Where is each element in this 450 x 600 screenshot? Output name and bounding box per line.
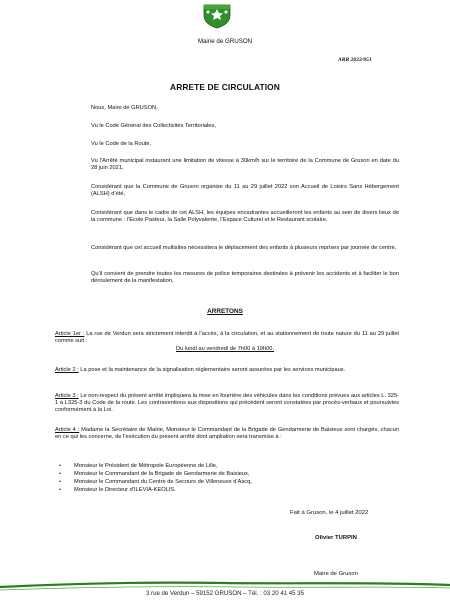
article-2-text: La pose et la maintenance de la signalisation réglementaire seront assurées par les services municipaux.: [78, 367, 346, 373]
article-4-label: Article 4 :: [55, 427, 80, 433]
preamble-mayor: Nous, Maire de GRUSON,: [91, 105, 158, 111]
list-item: • Monsieur le Commandant de la Brigade de Gendarmerie de Baisieux,: [55, 471, 399, 479]
list-item: • Monsieur le Commandant du Centre de Secours de Villeneuve d’Ascq,: [55, 479, 399, 487]
article-3-text: Le non-respect du présent arrêté impliquera la mise en fourrière des véhicules dans les conditions prévues aux articles L. 325-1 à L325-3 du Code de la route. Les contraventions aux dispositions qui précèdent seront constatées par procès-verbaux et poursuivies conformément à la Loi.: [55, 393, 399, 414]
article-3: [55, 393, 399, 415]
article-4: [55, 427, 399, 441]
mayor-office-heading: Mairie de GRUSON: [197, 38, 253, 45]
footer-address: 3 rue de Verdun – 59152 GRUSON – Tél. : 03 20 41 45 35: [145, 590, 305, 597]
preamble-code-collectivites: Vu le Code Général des Collectivités Territoriales,: [91, 123, 216, 129]
article-2: [55, 367, 399, 374]
document-title: ARRETE DE CIRCULATION: [170, 82, 280, 92]
signature-place-date: Fait à Gruson, le 4 juillet 2022: [290, 510, 369, 516]
article-2-label: Article 2 :: [55, 367, 79, 373]
preamble-code-route: Vu le Code de la Route,: [91, 141, 152, 147]
arretons-heading: ARRETONS: [207, 308, 243, 315]
preamble-police-measures: Qu’il convient de prendre toutes les mesures de police temporaires destinées à prévenir les accidents et à faciliter le bon déroulement de la manifestation,: [91, 271, 399, 285]
decree-reference: ARR 2022/051: [338, 57, 372, 63]
gruson-coat-of-arms-logo: [201, 3, 233, 29]
article-3-label: Article 3 :: [55, 393, 79, 399]
preamble-speed-limit: Vu l’Arrêté municipal instaurant une limitation de vitesse à 30km/h sur le territoire de la Commune de Gruson en date du 28 juin 2021,: [91, 158, 399, 172]
preamble-alsh: Considérant que la Commune de Gruson organise du 11 au 29 juillet 2022 son Accueil de Loisirs Sans Hébergement (ALSH) d’été,: [91, 184, 399, 198]
article-1-schedule: Du lundi au vendredi de 7h00 à 19h00.: [175, 346, 275, 352]
article-4-text: Madame la Secrétaire de Mairie, Monsieur le Commandant de la Brigade de Gendarmerie de Baisieux sont chargés, chacun en ce qui les concerne, de l’exécution du présent arrêté dont ampliation sera transmise à :: [55, 427, 399, 441]
article-1: [55, 331, 399, 345]
signature-name: Olivier TURPIN: [315, 535, 357, 541]
list-item: • Monsieur le Président de Métropole Européenne de Lille,: [55, 463, 399, 471]
preamble-locations: Considérant que dans le cadre de cet ALSH, les équipes encadrantes accueilleront les enfants au sein de divers lieux de la commune : l’Ecole Pasteur, la Salle Polyvalente, l’Espace Culturel et le Restaurant scolaire,: [91, 210, 399, 224]
list-item: • Monsieur le Directeur d’ILEVIA-KEOLIS.: [55, 487, 399, 495]
preamble-multisites: Considérant que cet accueil multisites nécessitera le déplacement des enfants à plusieurs reprises par journée de centre,: [91, 245, 397, 251]
recipients-list: [55, 463, 399, 495]
article-1-text: La rue de Verdun sera strictement interdit à l’accès, à la circulation, et au stationnement de toute nature du 11 au 29 juillet comme suit :: [55, 331, 399, 345]
article-1-label: Article 1er :: [55, 331, 85, 337]
signature-role: Maire de Gruson: [314, 571, 358, 577]
